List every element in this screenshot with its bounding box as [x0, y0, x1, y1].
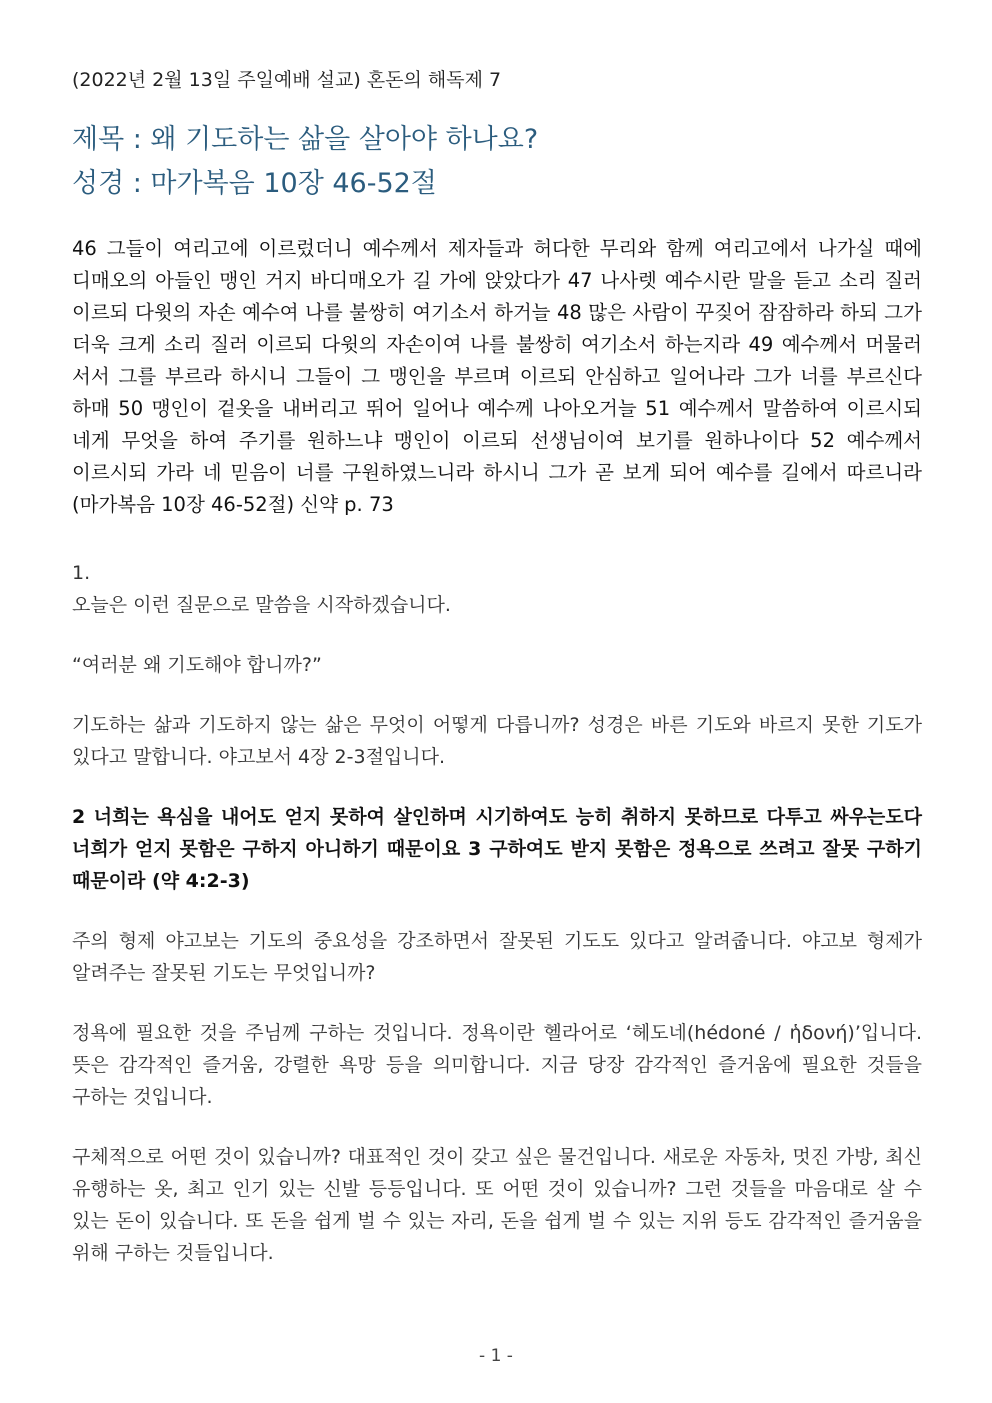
scripture-text: 46 그들이 여리고에 이르렀더니 예수께서 제자들과 허다한 무리와 함께 여리고에서 나가실 때에 디매오의 아들인 맹인 거지 바디매오가 길 가에 앉았다가 47 나사렛 예수시란 말을 듣고 소리 질러 이르되 다윗의 자손 예수여 나를 불쌍히 여기소서 하거늘 48 많은 사람이 꾸짖어 잠잠하라 하되 그가 더욱 크게 소리 질러 이르되 다윗의 자손이여 나를 불쌍히 여기소서 하는지라 49 예수께서 머물러 서서 그를 부르라 하시니 그들이 그 맹인을 부르며 이르되 안심하고 일어나라 그가 너를 부르신다 하매 50 맹인이 겉옷을 내버리고 뛰어 일어나 예수께 나아오거늘 51 예수께서 말씀하여 이르시되 네게 무엇을 하여 주기를 원하느냐 맹인이 이르되 선생님이여 보기를 원하나이다 52 예수께서 이르시되 가라 네 믿음이 너를 구원하였느니라 하시니 그가 곧 보게 되어 예수를 길에서 따르니라 (마가복음 10장 46-52절) 신약 p. 73	[72, 237, 922, 516]
sermon-header: (2022년 2월 13일 주일예배 설교) 혼돈의 해독제 7	[72, 69, 502, 91]
sermon-title: 제목 : 왜 기도하는 삶을 살아야 하나요?	[72, 124, 539, 155]
paragraph-question: “여러분 왜 기도해야 합니까?”	[72, 654, 322, 676]
paragraph-prayer-difference: 기도하는 삶과 기도하지 않는 삶은 무엇이 어떻게 다릅니까? 성경은 바른 기도와 바르지 못한 기도가 있다고 말합니다. 야고보서 4장 2-3절입니다.	[72, 714, 922, 768]
paragraph-hedone: 정욕에 필요한 것을 주님께 구하는 것입니다. 정욕이란 헬라어로 ‘헤도네(hédoné / ἡδονή)’입니다. 뜻은 감각적인 즐거움, 강렬한 욕망 등을 의미합니다. 지금 당장 감각적인 즐거움에 필요한 것들을 구하는 것입니다.	[72, 1022, 922, 1108]
page-number: - 1 -	[479, 1346, 513, 1366]
scripture-reference: 성경 : 마가복음 10장 46-52절	[72, 168, 437, 199]
section-number: 1.	[72, 562, 91, 584]
paragraph-intro: 오늘은 이런 질문으로 말씀을 시작하겠습니다.	[72, 594, 451, 616]
james-quote: 2 너희는 욕심을 내어도 얻지 못하여 살인하며 시기하여도 능히 취하지 못하므로 다투고 싸우는도다 너희가 얻지 못함은 구하지 아니하기 때문이요 3 구하여도 받지 못함은 정욕으로 쓰려고 잘못 구하기 때문이라 (약 4:2-3)	[72, 806, 922, 892]
document-page	[72, 66, 922, 1269]
paragraph-examples: 구체적으로 어떤 것이 있습니까? 대표적인 것이 갖고 싶은 물건입니다. 새로운 자동차, 멋진 가방, 최신 유행하는 옷, 최고 인기 있는 신발 등등입니다. 또 어떤 것이 있습니까? 그런 것들을 마음대로 살 수 있는 돈이 있습니다. 또 돈을 쉽게 벌 수 있는 자리, 돈을 쉽게 벌 수 있는 지위 등도 감각적인 즐거움을 위해 구하는 것들입니다.	[72, 1146, 922, 1264]
paragraph-james: 주의 형제 야고보는 기도의 중요성을 강조하면서 잘못된 기도도 있다고 알려줍니다. 야고보 형제가 알려주는 잘못된 기도는 무엇입니까?	[72, 930, 922, 984]
